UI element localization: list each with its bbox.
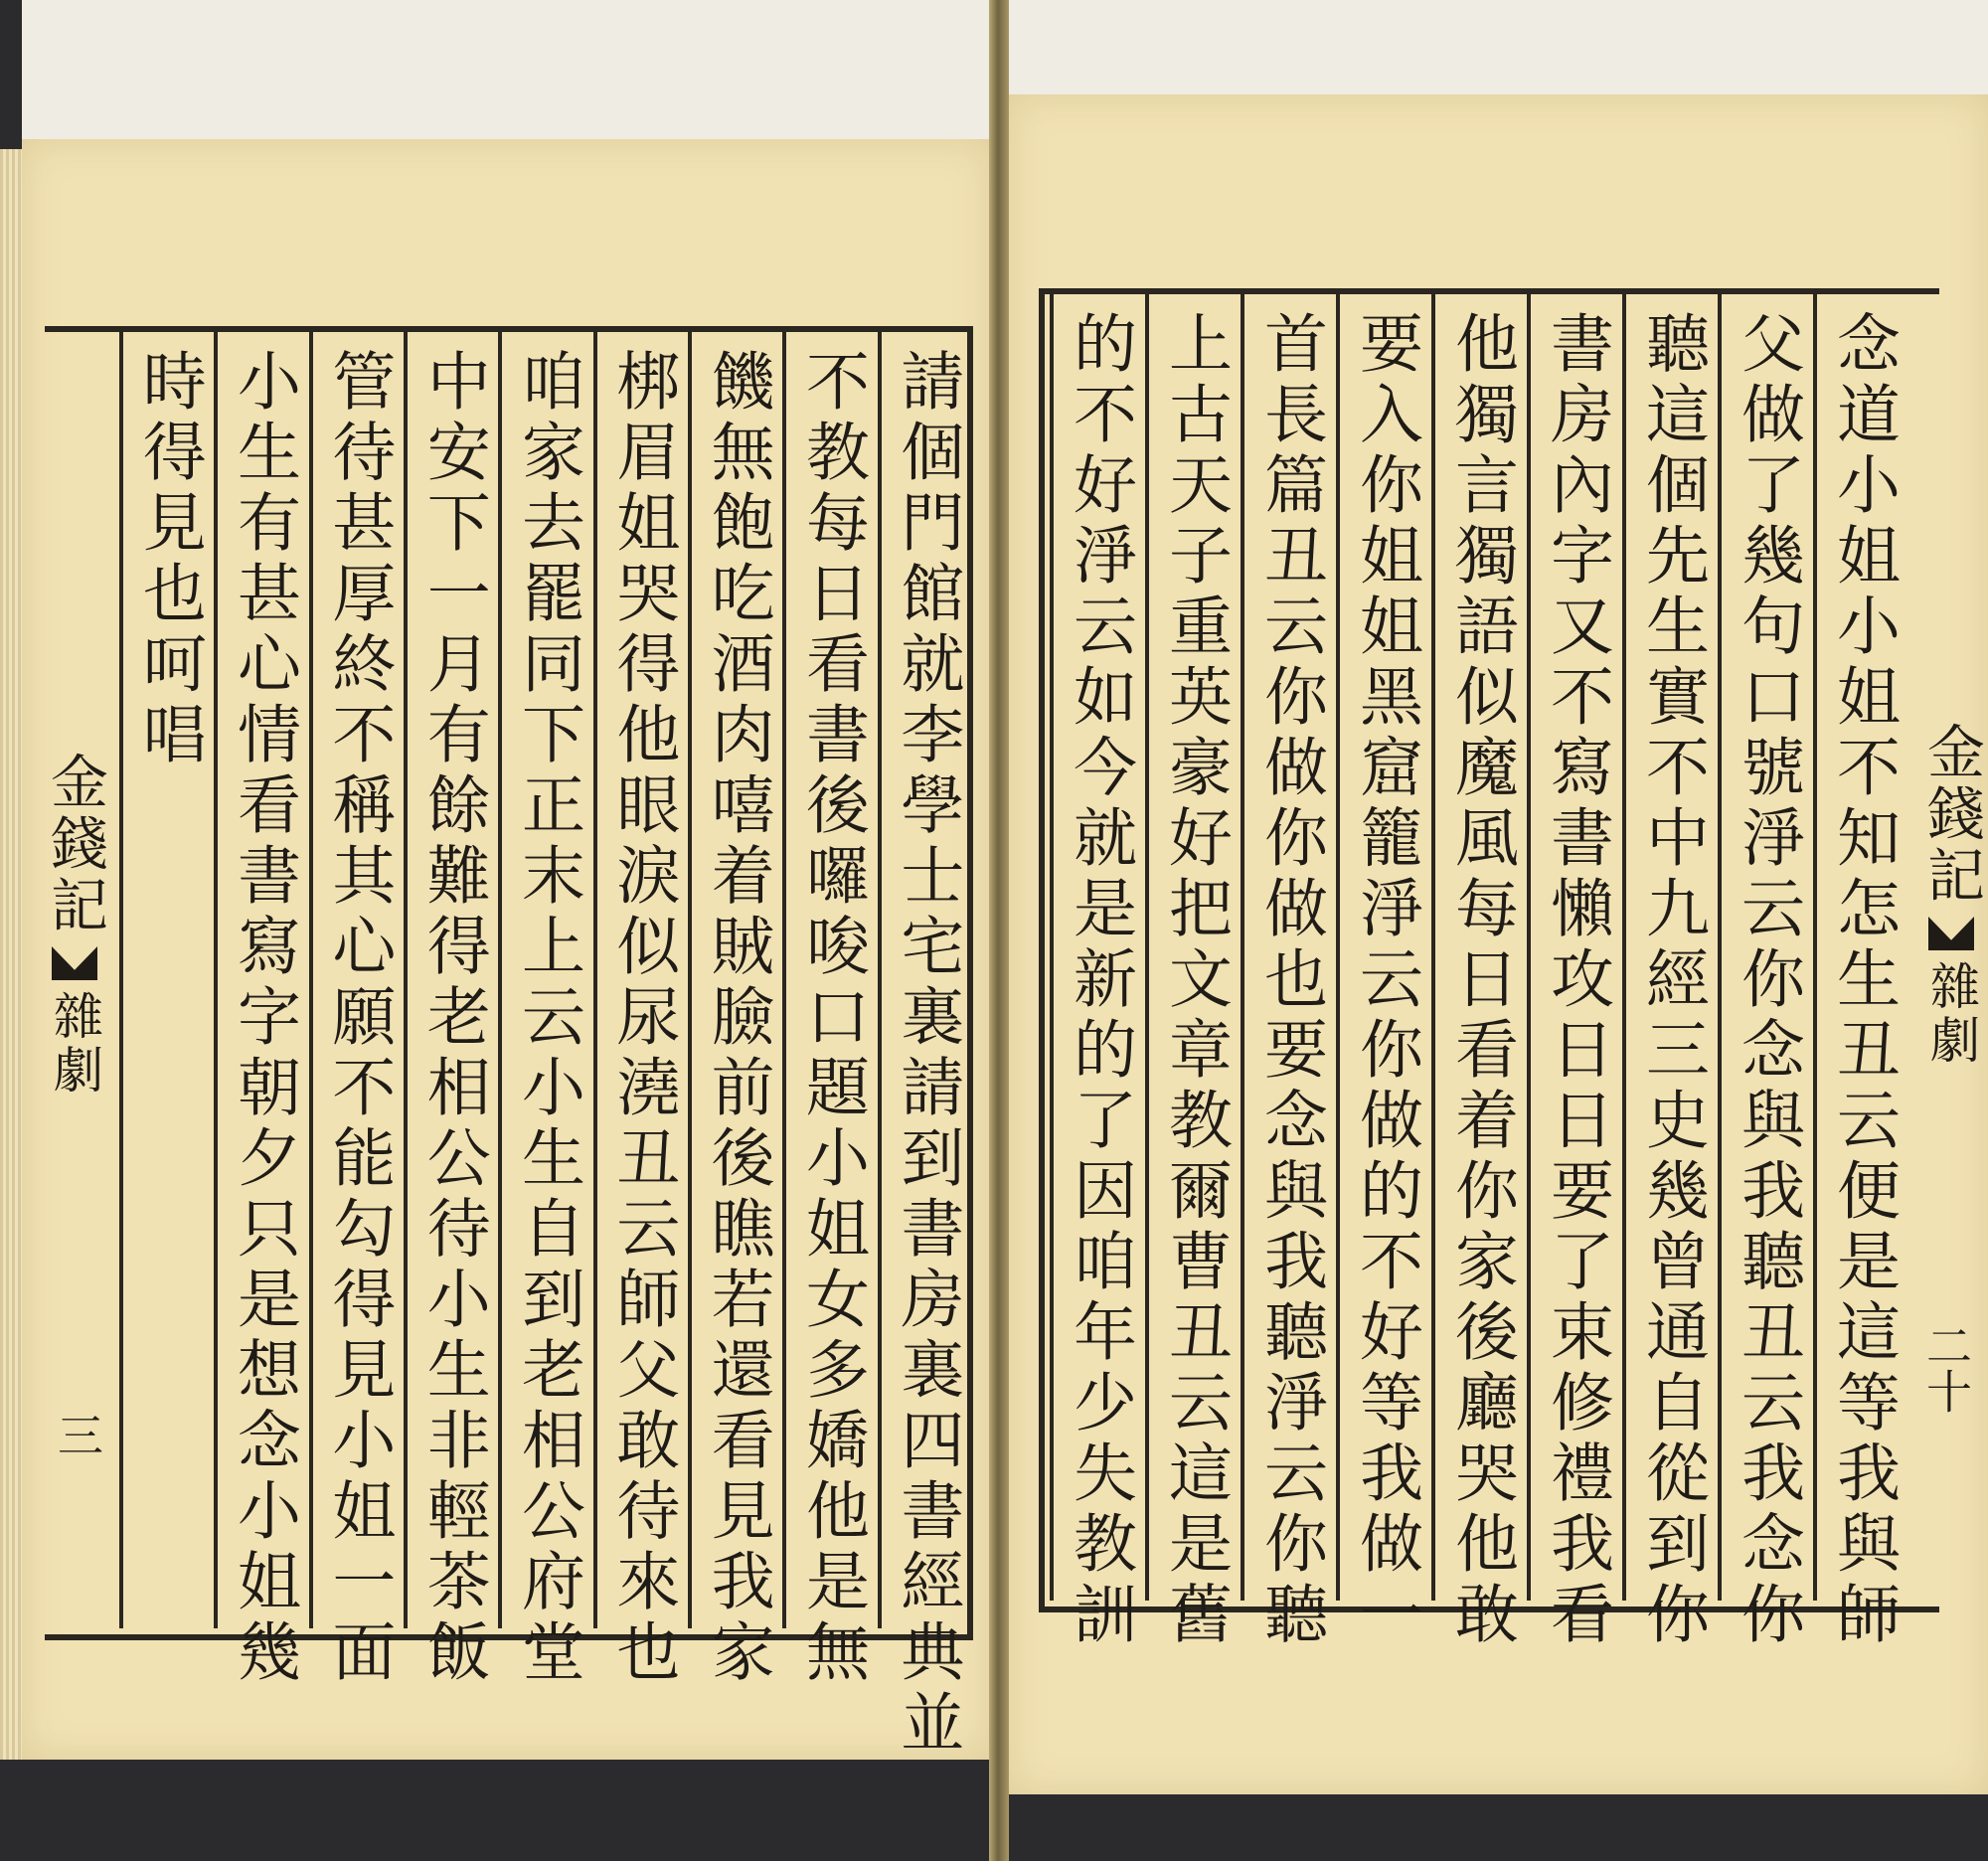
book-title: 金錢記 xyxy=(41,752,108,936)
column xyxy=(1527,294,1622,1651)
column-text: 請個門館就李學士宅裏請到書房裏四書經典並 xyxy=(890,348,964,1760)
section-label: 雜劇 xyxy=(46,990,103,1098)
column-text: 父做了幾句口號淨云你念與我聽丑云我念你 xyxy=(1731,310,1804,1651)
fish-tail-mark-icon xyxy=(52,946,97,980)
column-text: 時得見也呵唱 xyxy=(131,348,206,771)
column xyxy=(404,332,498,1689)
book-gutter xyxy=(989,0,1009,1861)
column xyxy=(119,332,214,1628)
column xyxy=(1145,294,1241,1651)
column xyxy=(1622,294,1718,1651)
column-text: 聽這個先生實不中九經三史幾曾通自從到你 xyxy=(1635,310,1709,1651)
column xyxy=(1241,294,1336,1651)
column-text: 他獨言獨語似魔風每日看着你家後廳哭他敢 xyxy=(1444,310,1518,1651)
right-page-top-margin xyxy=(1009,0,1988,99)
left-page-columns xyxy=(119,332,972,1760)
column-text: 不教每日看書後囉唆口題小姐女多嬌他是無 xyxy=(795,348,869,1689)
page-number: 三 xyxy=(51,1412,104,1457)
column-text: 管待甚厚終不稱其心願不能勾得見小姐一面 xyxy=(321,348,396,1689)
section-label: 雜劇 xyxy=(1922,960,1980,1068)
column-text: 饑無飽吃酒肉嘻着賊臉前後瞧若還看見我家 xyxy=(700,348,774,1689)
column xyxy=(214,332,308,1689)
column xyxy=(309,332,404,1689)
page-number: 二十 xyxy=(1919,1322,1973,1414)
column xyxy=(1050,294,1145,1651)
column xyxy=(593,332,688,1689)
column-text: 小生有甚心情看書寫字朝夕只是想念小姐幾 xyxy=(227,348,301,1689)
column-text: 首長篇丑云你做你做也要念與我聽淨云你聽 xyxy=(1253,310,1327,1651)
right-page-margin-strip xyxy=(1916,298,1986,1491)
column xyxy=(1431,294,1527,1651)
left-page-margin-strip xyxy=(40,338,109,1511)
right-page-columns xyxy=(1045,294,1908,1651)
column xyxy=(1813,294,1908,1651)
column xyxy=(782,332,877,1689)
column-text: 中安下一月有餘難得老相公待小生非輕茶飯 xyxy=(415,348,490,1689)
column xyxy=(1336,294,1431,1651)
column-text: 念道小姐小姐不知怎生丑云便是這等我與師 xyxy=(1826,310,1900,1651)
column xyxy=(1718,294,1813,1651)
fish-tail-mark-icon xyxy=(1928,917,1974,950)
column-text: 梆眉姐哭得他眼淚似尿澆丑云師父敢待來也 xyxy=(605,348,680,1689)
left-page-top-margin xyxy=(22,0,991,144)
column xyxy=(688,332,782,1689)
column-text: 的不好淨云如今就是新的了因咱年少失教訓 xyxy=(1063,310,1136,1651)
column-text: 咱家去罷同下正末上云小生自到老相公府堂 xyxy=(511,348,585,1689)
column-text: 上古天子重英豪好把文章教爾曹丑云這是舊 xyxy=(1158,310,1232,1651)
book-title: 金錢記 xyxy=(1917,722,1985,907)
column-text: 要入你姐姐黑窟籠淨云你做的不好等我做一 xyxy=(1349,310,1422,1651)
column-text: 書房內字又不寫書懶攻日日要了束修禮我看 xyxy=(1540,310,1613,1651)
column xyxy=(498,332,592,1689)
column xyxy=(878,332,972,1760)
